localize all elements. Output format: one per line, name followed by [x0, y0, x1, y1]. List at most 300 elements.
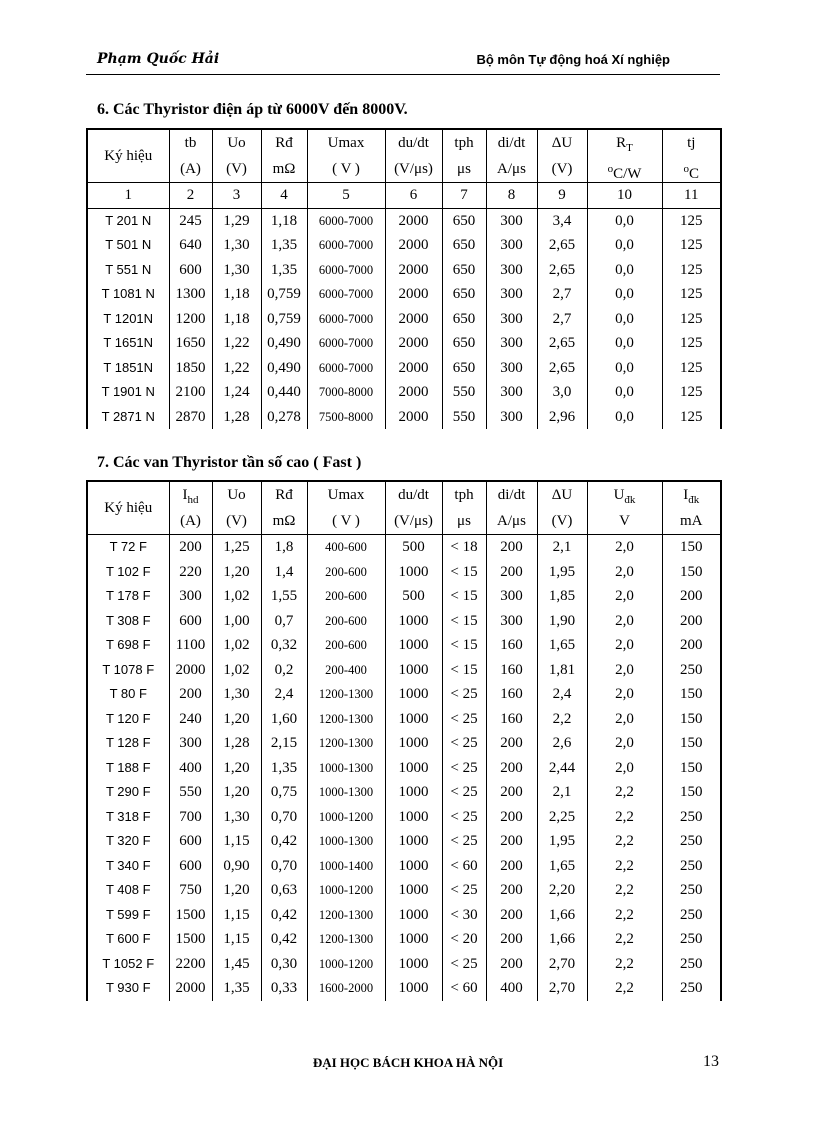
- table-cell: 3,4: [537, 208, 587, 233]
- table-cell: 1,15: [212, 927, 261, 952]
- table-cell: 250: [662, 658, 721, 683]
- table-header-row: [87, 129, 721, 183]
- table-cell: 650: [442, 233, 486, 258]
- col-header: $I_{hd}$ (A): [169, 481, 212, 535]
- table-cell: 200-600: [307, 609, 385, 634]
- table-cell: 550: [442, 380, 486, 405]
- table-cell: 2,7: [537, 282, 587, 307]
- table-cell: 200: [486, 927, 537, 952]
- table-cell: 1000: [385, 560, 442, 585]
- table-row: [87, 805, 721, 830]
- table-cell: 0,490: [261, 331, 307, 356]
- col-header: tph μs: [442, 481, 486, 535]
- col-header: Ký hiệu: [87, 129, 169, 183]
- table-cell: 1,55: [261, 584, 307, 609]
- table-cell: 2,0: [587, 560, 662, 585]
- table-cell: 1000-1200: [307, 805, 385, 830]
- table-cell: 2000: [385, 307, 442, 332]
- table-row: [87, 208, 721, 233]
- column-index-cell: 3: [212, 183, 261, 209]
- col-header: Ký hiệu: [87, 481, 169, 535]
- table-cell: 650: [442, 331, 486, 356]
- table-cell: 1,65: [537, 633, 587, 658]
- table-cell: 2,0: [587, 707, 662, 732]
- table-cell: 240: [169, 707, 212, 732]
- table-cell: 0,0: [587, 282, 662, 307]
- table-cell: 1,45: [212, 952, 261, 977]
- table-cell: 200: [486, 903, 537, 928]
- table-cell: 150: [662, 707, 721, 732]
- device-code-cell: T 340 F: [87, 854, 169, 879]
- table-cell: 1,18: [261, 208, 307, 233]
- table-cell: 400: [169, 756, 212, 781]
- table-cell: 200: [486, 780, 537, 805]
- table-cell: < 25: [442, 829, 486, 854]
- table-cell: 1,20: [212, 560, 261, 585]
- table-cell: 2,0: [587, 658, 662, 683]
- table-cell: 400-600: [307, 535, 385, 560]
- section6-title: 6. Các Thyristor điện áp từ 6000V đến 8000V.: [97, 101, 408, 118]
- device-code-cell: T 2871 N: [87, 405, 169, 430]
- table-cell: 125: [662, 380, 721, 405]
- table-cell: 200: [486, 731, 537, 756]
- device-code-cell: T 600 F: [87, 927, 169, 952]
- table-cell: 650: [442, 307, 486, 332]
- table-cell: 1,20: [212, 756, 261, 781]
- table-cell: 1000: [385, 707, 442, 732]
- device-code-cell: T 1851N: [87, 356, 169, 381]
- table-cell: 1200: [169, 307, 212, 332]
- table-cell: 1,60: [261, 707, 307, 732]
- table-cell: 1,29: [212, 208, 261, 233]
- table-cell: 2,0: [587, 535, 662, 560]
- table-cell: 1,8: [261, 535, 307, 560]
- table-cell: 200: [169, 535, 212, 560]
- table-row: [87, 952, 721, 977]
- table-cell: 250: [662, 805, 721, 830]
- table-cell: 1200-1300: [307, 927, 385, 952]
- table-cell: 2,65: [537, 258, 587, 283]
- column-index-row: [87, 183, 721, 209]
- table-cell: 200: [486, 952, 537, 977]
- table-cell: 2000: [385, 405, 442, 430]
- table-cell: 1000: [385, 658, 442, 683]
- table-cell: 125: [662, 331, 721, 356]
- table-cell: 700: [169, 805, 212, 830]
- table-cell: 1,15: [212, 829, 261, 854]
- table-cell: 300: [486, 233, 537, 258]
- table-cell: 2000: [169, 658, 212, 683]
- table-cell: 1000: [385, 952, 442, 977]
- table-row: [87, 560, 721, 585]
- table-row: [87, 282, 721, 307]
- table-cell: 550: [169, 780, 212, 805]
- table-cell: 2000: [385, 356, 442, 381]
- table-cell: 2,96: [537, 405, 587, 430]
- col-header: tj $^o$C: [662, 129, 721, 183]
- table-cell: < 20: [442, 927, 486, 952]
- table-cell: 125: [662, 307, 721, 332]
- table-cell: 300: [169, 731, 212, 756]
- col-header: Umax ( V ): [307, 481, 385, 535]
- table-cell: 6000-7000: [307, 258, 385, 283]
- table-cell: 200: [486, 560, 537, 585]
- device-code-cell: T 72 F: [87, 535, 169, 560]
- table-cell: 200: [486, 535, 537, 560]
- table-cell: 200-600: [307, 633, 385, 658]
- table-cell: 600: [169, 829, 212, 854]
- device-code-cell: T 599 F: [87, 903, 169, 928]
- device-code-cell: T 408 F: [87, 878, 169, 903]
- col-header: tb (A): [169, 129, 212, 183]
- col-header: tph μs: [442, 129, 486, 183]
- table-cell: 1000: [385, 731, 442, 756]
- table-cell: 2,6: [537, 731, 587, 756]
- table-cell: 300: [169, 584, 212, 609]
- col-header: du/dt (V/μs): [385, 129, 442, 183]
- table-cell: 1,35: [212, 976, 261, 1001]
- table-cell: 250: [662, 952, 721, 977]
- table-cell: 6000-7000: [307, 331, 385, 356]
- table-cell: 1,66: [537, 903, 587, 928]
- table-cell: 1,35: [261, 258, 307, 283]
- table-cell: 600: [169, 854, 212, 879]
- table-cell: 150: [662, 682, 721, 707]
- col-header: $R_T$ $^o$C/W: [587, 129, 662, 183]
- table-cell: 1,02: [212, 584, 261, 609]
- table-row: [87, 927, 721, 952]
- table-cell: 1000: [385, 927, 442, 952]
- device-code-cell: T 1901 N: [87, 380, 169, 405]
- table-cell: 1,22: [212, 356, 261, 381]
- table-cell: 200: [662, 609, 721, 634]
- table-cell: 1,28: [212, 731, 261, 756]
- table-cell: 2,70: [537, 976, 587, 1001]
- table-cell: 7000-8000: [307, 380, 385, 405]
- table-cell: 200: [662, 584, 721, 609]
- table-cell: 1000: [385, 682, 442, 707]
- table-row: [87, 903, 721, 928]
- table-cell: 1,02: [212, 658, 261, 683]
- table-cell: 150: [662, 731, 721, 756]
- table-cell: 1000: [385, 829, 442, 854]
- table-cell: < 15: [442, 658, 486, 683]
- col-header: Rđ mΩ: [261, 481, 307, 535]
- table-cell: 500: [385, 584, 442, 609]
- device-code-cell: T 930 F: [87, 976, 169, 1001]
- table-cell: 0,70: [261, 805, 307, 830]
- table-cell: 2,65: [537, 233, 587, 258]
- table-cell: < 25: [442, 805, 486, 830]
- table-cell: 200: [169, 682, 212, 707]
- table-cell: 1600-2000: [307, 976, 385, 1001]
- table-cell: 250: [662, 854, 721, 879]
- table-row: [87, 731, 721, 756]
- table-cell: 1650: [169, 331, 212, 356]
- table-cell: 160: [486, 658, 537, 683]
- table-cell: 600: [169, 609, 212, 634]
- table-cell: 160: [486, 682, 537, 707]
- table-cell: 6000-7000: [307, 233, 385, 258]
- table-cell: 125: [662, 405, 721, 430]
- table-cell: 150: [662, 535, 721, 560]
- device-code-cell: T 1651N: [87, 331, 169, 356]
- table-cell: 650: [442, 208, 486, 233]
- table-cell: 2,2: [587, 927, 662, 952]
- table-cell: 1200-1300: [307, 731, 385, 756]
- table-cell: 550: [442, 405, 486, 430]
- col-header: $U_{đk}$ V: [587, 481, 662, 535]
- table-cell: < 15: [442, 633, 486, 658]
- table-cell: 0,759: [261, 282, 307, 307]
- page-number: 13: [703, 1053, 719, 1070]
- table-cell: 2,2: [537, 707, 587, 732]
- section7-title: 7. Các van Thyristor tần số cao ( Fast ): [97, 454, 362, 471]
- col-header: du/dt (V/μs): [385, 481, 442, 535]
- table-cell: 1000: [385, 805, 442, 830]
- table-cell: 0,0: [587, 380, 662, 405]
- table-cell: 1,4: [261, 560, 307, 585]
- table-cell: 0,7: [261, 609, 307, 634]
- table-cell: 300: [486, 584, 537, 609]
- col-header: Uo (V): [212, 129, 261, 183]
- table-cell: 150: [662, 780, 721, 805]
- column-index-cell: 2: [169, 183, 212, 209]
- table-cell: 300: [486, 405, 537, 430]
- table-cell: 1,28: [212, 405, 261, 430]
- device-code-cell: T 80 F: [87, 682, 169, 707]
- table-row: [87, 756, 721, 781]
- table-cell: < 15: [442, 609, 486, 634]
- table-cell: 1,20: [212, 878, 261, 903]
- table-cell: 400: [486, 976, 537, 1001]
- table-cell: 200-400: [307, 658, 385, 683]
- column-index-cell: 4: [261, 183, 307, 209]
- column-index-cell: 9: [537, 183, 587, 209]
- table-cell: 2,0: [587, 584, 662, 609]
- table-cell: 1000: [385, 780, 442, 805]
- table-row: [87, 258, 721, 283]
- col-header: di/dt A/μs: [486, 129, 537, 183]
- table-cell: 125: [662, 233, 721, 258]
- table-cell: 1000-1200: [307, 952, 385, 977]
- table-cell: 0,759: [261, 307, 307, 332]
- table-cell: 650: [442, 356, 486, 381]
- table-cell: 1,30: [212, 258, 261, 283]
- device-code-cell: T 1081 N: [87, 282, 169, 307]
- table-cell: 1,18: [212, 282, 261, 307]
- table-cell: 2,70: [537, 952, 587, 977]
- table-cell: 6000-7000: [307, 307, 385, 332]
- table-row: [87, 307, 721, 332]
- table-cell: < 15: [442, 584, 486, 609]
- table-cell: 1300: [169, 282, 212, 307]
- table-cell: 6000-7000: [307, 356, 385, 381]
- table-cell: 250: [662, 976, 721, 1001]
- table-cell: 2000: [385, 208, 442, 233]
- table-cell: 0,440: [261, 380, 307, 405]
- table-cell: 2000: [385, 380, 442, 405]
- table-cell: 2,25: [537, 805, 587, 830]
- device-code-cell: T 501 N: [87, 233, 169, 258]
- table-cell: 150: [662, 560, 721, 585]
- table-cell: 3,0: [537, 380, 587, 405]
- table-cell: 1,24: [212, 380, 261, 405]
- table-cell: 640: [169, 233, 212, 258]
- table-row: [87, 535, 721, 560]
- table-cell: 2,44: [537, 756, 587, 781]
- table-cell: 0,490: [261, 356, 307, 381]
- table-cell: 2,4: [537, 682, 587, 707]
- device-code-cell: T 201 N: [87, 208, 169, 233]
- table-cell: 245: [169, 208, 212, 233]
- table-cell: 0,33: [261, 976, 307, 1001]
- table-header-row: [87, 481, 721, 535]
- table-cell: 1,20: [212, 780, 261, 805]
- device-code-cell: T 290 F: [87, 780, 169, 805]
- device-code-cell: T 120 F: [87, 707, 169, 732]
- table-cell: 2,20: [537, 878, 587, 903]
- table-cell: 300: [486, 380, 537, 405]
- table-cell: 1,30: [212, 233, 261, 258]
- table-row: [87, 780, 721, 805]
- table-cell: 1,02: [212, 633, 261, 658]
- table-row: [87, 707, 721, 732]
- table-cell: 1,65: [537, 854, 587, 879]
- device-code-cell: T 102 F: [87, 560, 169, 585]
- table-cell: 1,15: [212, 903, 261, 928]
- table-cell: 0,30: [261, 952, 307, 977]
- table-cell: 0,70: [261, 854, 307, 879]
- table-cell: 1200-1300: [307, 903, 385, 928]
- table-cell: 1500: [169, 927, 212, 952]
- table-cell: 1000: [385, 854, 442, 879]
- table-cell: 1000: [385, 976, 442, 1001]
- column-index-cell: 10: [587, 183, 662, 209]
- table-row: [87, 380, 721, 405]
- table-row: [87, 829, 721, 854]
- table-cell: 300: [486, 307, 537, 332]
- table-row: [87, 233, 721, 258]
- table-cell: 1200-1300: [307, 707, 385, 732]
- table-cell: 0,75: [261, 780, 307, 805]
- table-cell: 2870: [169, 405, 212, 430]
- table-cell: 0,0: [587, 356, 662, 381]
- table-cell: 200: [486, 854, 537, 879]
- table-cell: 1,95: [537, 560, 587, 585]
- table-cell: 0,63: [261, 878, 307, 903]
- table-cell: 2000: [385, 282, 442, 307]
- table-cell: 6000-7000: [307, 208, 385, 233]
- table-cell: 2,1: [537, 780, 587, 805]
- table-cell: 0,0: [587, 307, 662, 332]
- device-code-cell: T 551 N: [87, 258, 169, 283]
- table-cell: 2,2: [587, 780, 662, 805]
- table-cell: 200-600: [307, 584, 385, 609]
- table-cell: 0,278: [261, 405, 307, 430]
- table-cell: 7500-8000: [307, 405, 385, 430]
- table-cell: 1000-1400: [307, 854, 385, 879]
- table-cell: 0,0: [587, 331, 662, 356]
- table-cell: 1000-1200: [307, 878, 385, 903]
- table-cell: 1500: [169, 903, 212, 928]
- table-cell: 0,0: [587, 208, 662, 233]
- table-cell: 2,0: [587, 756, 662, 781]
- table-cell: 0,0: [587, 258, 662, 283]
- table-cell: 2,2: [587, 829, 662, 854]
- table-cell: 125: [662, 208, 721, 233]
- table-cell: 650: [442, 282, 486, 307]
- device-code-cell: T 188 F: [87, 756, 169, 781]
- col-header: $I_{đk}$ mA: [662, 481, 721, 535]
- table-cell: 0,2: [261, 658, 307, 683]
- table-cell: 2,2: [587, 805, 662, 830]
- table-cell: 1,00: [212, 609, 261, 634]
- table-row: [87, 854, 721, 879]
- table-cell: 250: [662, 903, 721, 928]
- table-cell: 160: [486, 633, 537, 658]
- table-cell: 1,20: [212, 707, 261, 732]
- table-cell: 250: [662, 878, 721, 903]
- table-cell: 0,90: [212, 854, 261, 879]
- table-cell: 2100: [169, 380, 212, 405]
- table-cell: 2,2: [587, 976, 662, 1001]
- table-cell: 300: [486, 258, 537, 283]
- column-index-cell: 6: [385, 183, 442, 209]
- col-header: Umax ( V ): [307, 129, 385, 183]
- device-code-cell: T 320 F: [87, 829, 169, 854]
- table-cell: 2,0: [587, 609, 662, 634]
- table-cell: 1,35: [261, 756, 307, 781]
- table-cell: 1200-1300: [307, 682, 385, 707]
- col-header: di/dt A/μs: [486, 481, 537, 535]
- table-cell: 220: [169, 560, 212, 585]
- table-cell: 1,18: [212, 307, 261, 332]
- device-code-cell: T 1078 F: [87, 658, 169, 683]
- table-cell: 2,0: [587, 731, 662, 756]
- table-cell: < 60: [442, 976, 486, 1001]
- table-cell: 0,42: [261, 903, 307, 928]
- table-cell: 300: [486, 208, 537, 233]
- table-cell: 2200: [169, 952, 212, 977]
- thyristor-6000-8000v-table: [86, 128, 722, 429]
- table-cell: 2,15: [261, 731, 307, 756]
- table-cell: 200: [486, 878, 537, 903]
- table-cell: < 25: [442, 780, 486, 805]
- device-code-cell: T 318 F: [87, 805, 169, 830]
- table-row: [87, 584, 721, 609]
- table-cell: 1,30: [212, 805, 261, 830]
- table-row: [87, 609, 721, 634]
- table-cell: < 25: [442, 731, 486, 756]
- header-divider: [86, 74, 720, 75]
- table-cell: 1,35: [261, 233, 307, 258]
- col-header: Uo (V): [212, 481, 261, 535]
- device-code-cell: T 1052 F: [87, 952, 169, 977]
- table-cell: 2000: [385, 258, 442, 283]
- table-cell: < 18: [442, 535, 486, 560]
- table-cell: 200: [662, 633, 721, 658]
- header-author: Phạm Quốc Hải: [97, 51, 220, 67]
- footer-institution: ĐẠI HỌC BÁCH KHOA HÀ NỘI: [312, 1055, 504, 1070]
- col-header: ΔU (V): [537, 129, 587, 183]
- device-code-cell: T 128 F: [87, 731, 169, 756]
- table-row: [87, 331, 721, 356]
- table-cell: 0,42: [261, 927, 307, 952]
- table-cell: 2,4: [261, 682, 307, 707]
- table-cell: 2000: [385, 331, 442, 356]
- table-cell: 250: [662, 927, 721, 952]
